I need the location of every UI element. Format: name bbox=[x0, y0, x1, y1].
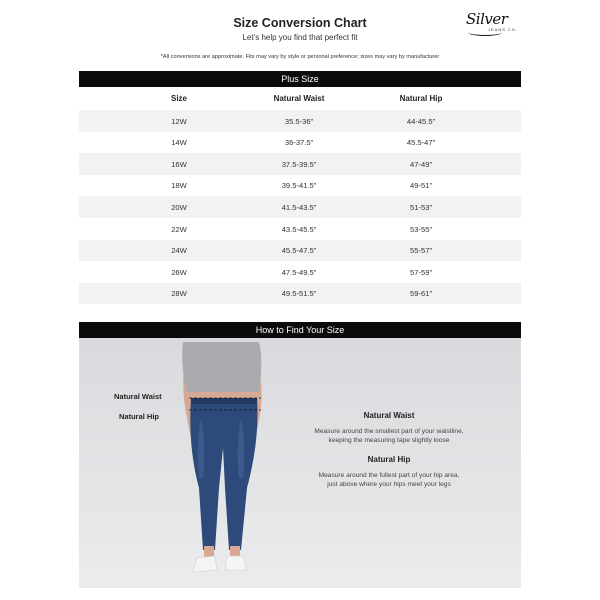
size-cell: 26W bbox=[171, 267, 187, 277]
page-subtitle: Let’s help you find that perfect fit bbox=[242, 33, 358, 42]
page-title: Size Conversion Chart bbox=[233, 16, 367, 30]
size-cell: 16W bbox=[171, 159, 187, 169]
waist-cell: 41.5-43.5” bbox=[281, 202, 317, 212]
brand-logo bbox=[466, 10, 526, 40]
logo-tagline: JEANS CO. bbox=[488, 27, 519, 32]
model-photo bbox=[79, 338, 521, 588]
size-cell: 18W bbox=[171, 181, 187, 191]
waist-cell: 36-37.5” bbox=[284, 138, 314, 148]
table-row bbox=[79, 132, 521, 154]
waist-cell: 39.5-41.5” bbox=[281, 181, 317, 191]
waist-instruction-line2: keeping the measuring tape slightly loose bbox=[328, 437, 450, 444]
hip-cell: 45.5-47” bbox=[406, 138, 436, 148]
table-row bbox=[79, 175, 521, 197]
table-row bbox=[79, 110, 521, 132]
hip-instruction-title: Natural Hip bbox=[367, 455, 411, 464]
hip-cell: 51-53” bbox=[410, 202, 432, 212]
waist-cell: 49.5-51.5” bbox=[281, 289, 317, 299]
waist-instruction-title: Natural Waist bbox=[363, 411, 415, 420]
table-row bbox=[79, 196, 521, 218]
hip-instruction-line2: just above where your hips meet your legs bbox=[327, 481, 451, 488]
table-row bbox=[79, 240, 521, 262]
column-header-hip: Natural Hip bbox=[399, 94, 443, 103]
table-row bbox=[79, 283, 521, 305]
hip-cell: 49-51” bbox=[410, 181, 432, 191]
table-row bbox=[79, 153, 521, 175]
table-header bbox=[79, 89, 521, 109]
waist-instruction-line1: Measure around the smallest part of your waistline, bbox=[314, 428, 464, 435]
column-header-size: Size bbox=[170, 94, 187, 103]
how-to-header-bar: How to Find Your Size bbox=[79, 322, 521, 338]
column-header-waist: Natural Waist bbox=[273, 94, 325, 103]
hip-cell: 59-61” bbox=[410, 289, 432, 299]
hip-pointer-label: Natural Hip bbox=[119, 412, 160, 421]
waist-cell: 35.5-36” bbox=[284, 116, 314, 126]
size-cell: 28W bbox=[171, 289, 187, 299]
size-cell: 14W bbox=[171, 138, 187, 148]
plus-size-header-bar: Plus Size bbox=[79, 71, 521, 87]
size-cell: 12W bbox=[171, 116, 187, 126]
disclaimer: *All conversions are approximate. Fits may vary by style or personal preference; sizes may vary by manufacturer bbox=[160, 54, 440, 60]
waist-cell: 47.5-49.5” bbox=[281, 267, 317, 277]
waist-cell: 43.5-45.5” bbox=[281, 224, 317, 234]
hip-cell: 57-59” bbox=[410, 267, 432, 277]
hip-cell: 53-55” bbox=[410, 224, 432, 234]
hip-instruction-line1: Measure around the fullest part of your hip area, bbox=[318, 472, 460, 479]
table-row bbox=[79, 218, 521, 240]
size-cell: 24W bbox=[171, 246, 187, 256]
hip-cell: 44-45.5” bbox=[406, 116, 436, 126]
waist-cell: 45.5-47.5” bbox=[281, 246, 317, 256]
hip-cell: 47-49” bbox=[410, 159, 432, 169]
logo-swash bbox=[468, 29, 502, 36]
size-cell: 20W bbox=[171, 202, 187, 212]
waist-cell: 37.5-39.5” bbox=[281, 159, 317, 169]
logo-brand-text: Silver bbox=[466, 10, 508, 28]
table-row bbox=[79, 261, 521, 283]
hip-cell: 55-57” bbox=[410, 246, 432, 256]
waist-pointer-label: Natural Waist bbox=[114, 392, 162, 401]
size-cell: 22W bbox=[171, 224, 187, 234]
